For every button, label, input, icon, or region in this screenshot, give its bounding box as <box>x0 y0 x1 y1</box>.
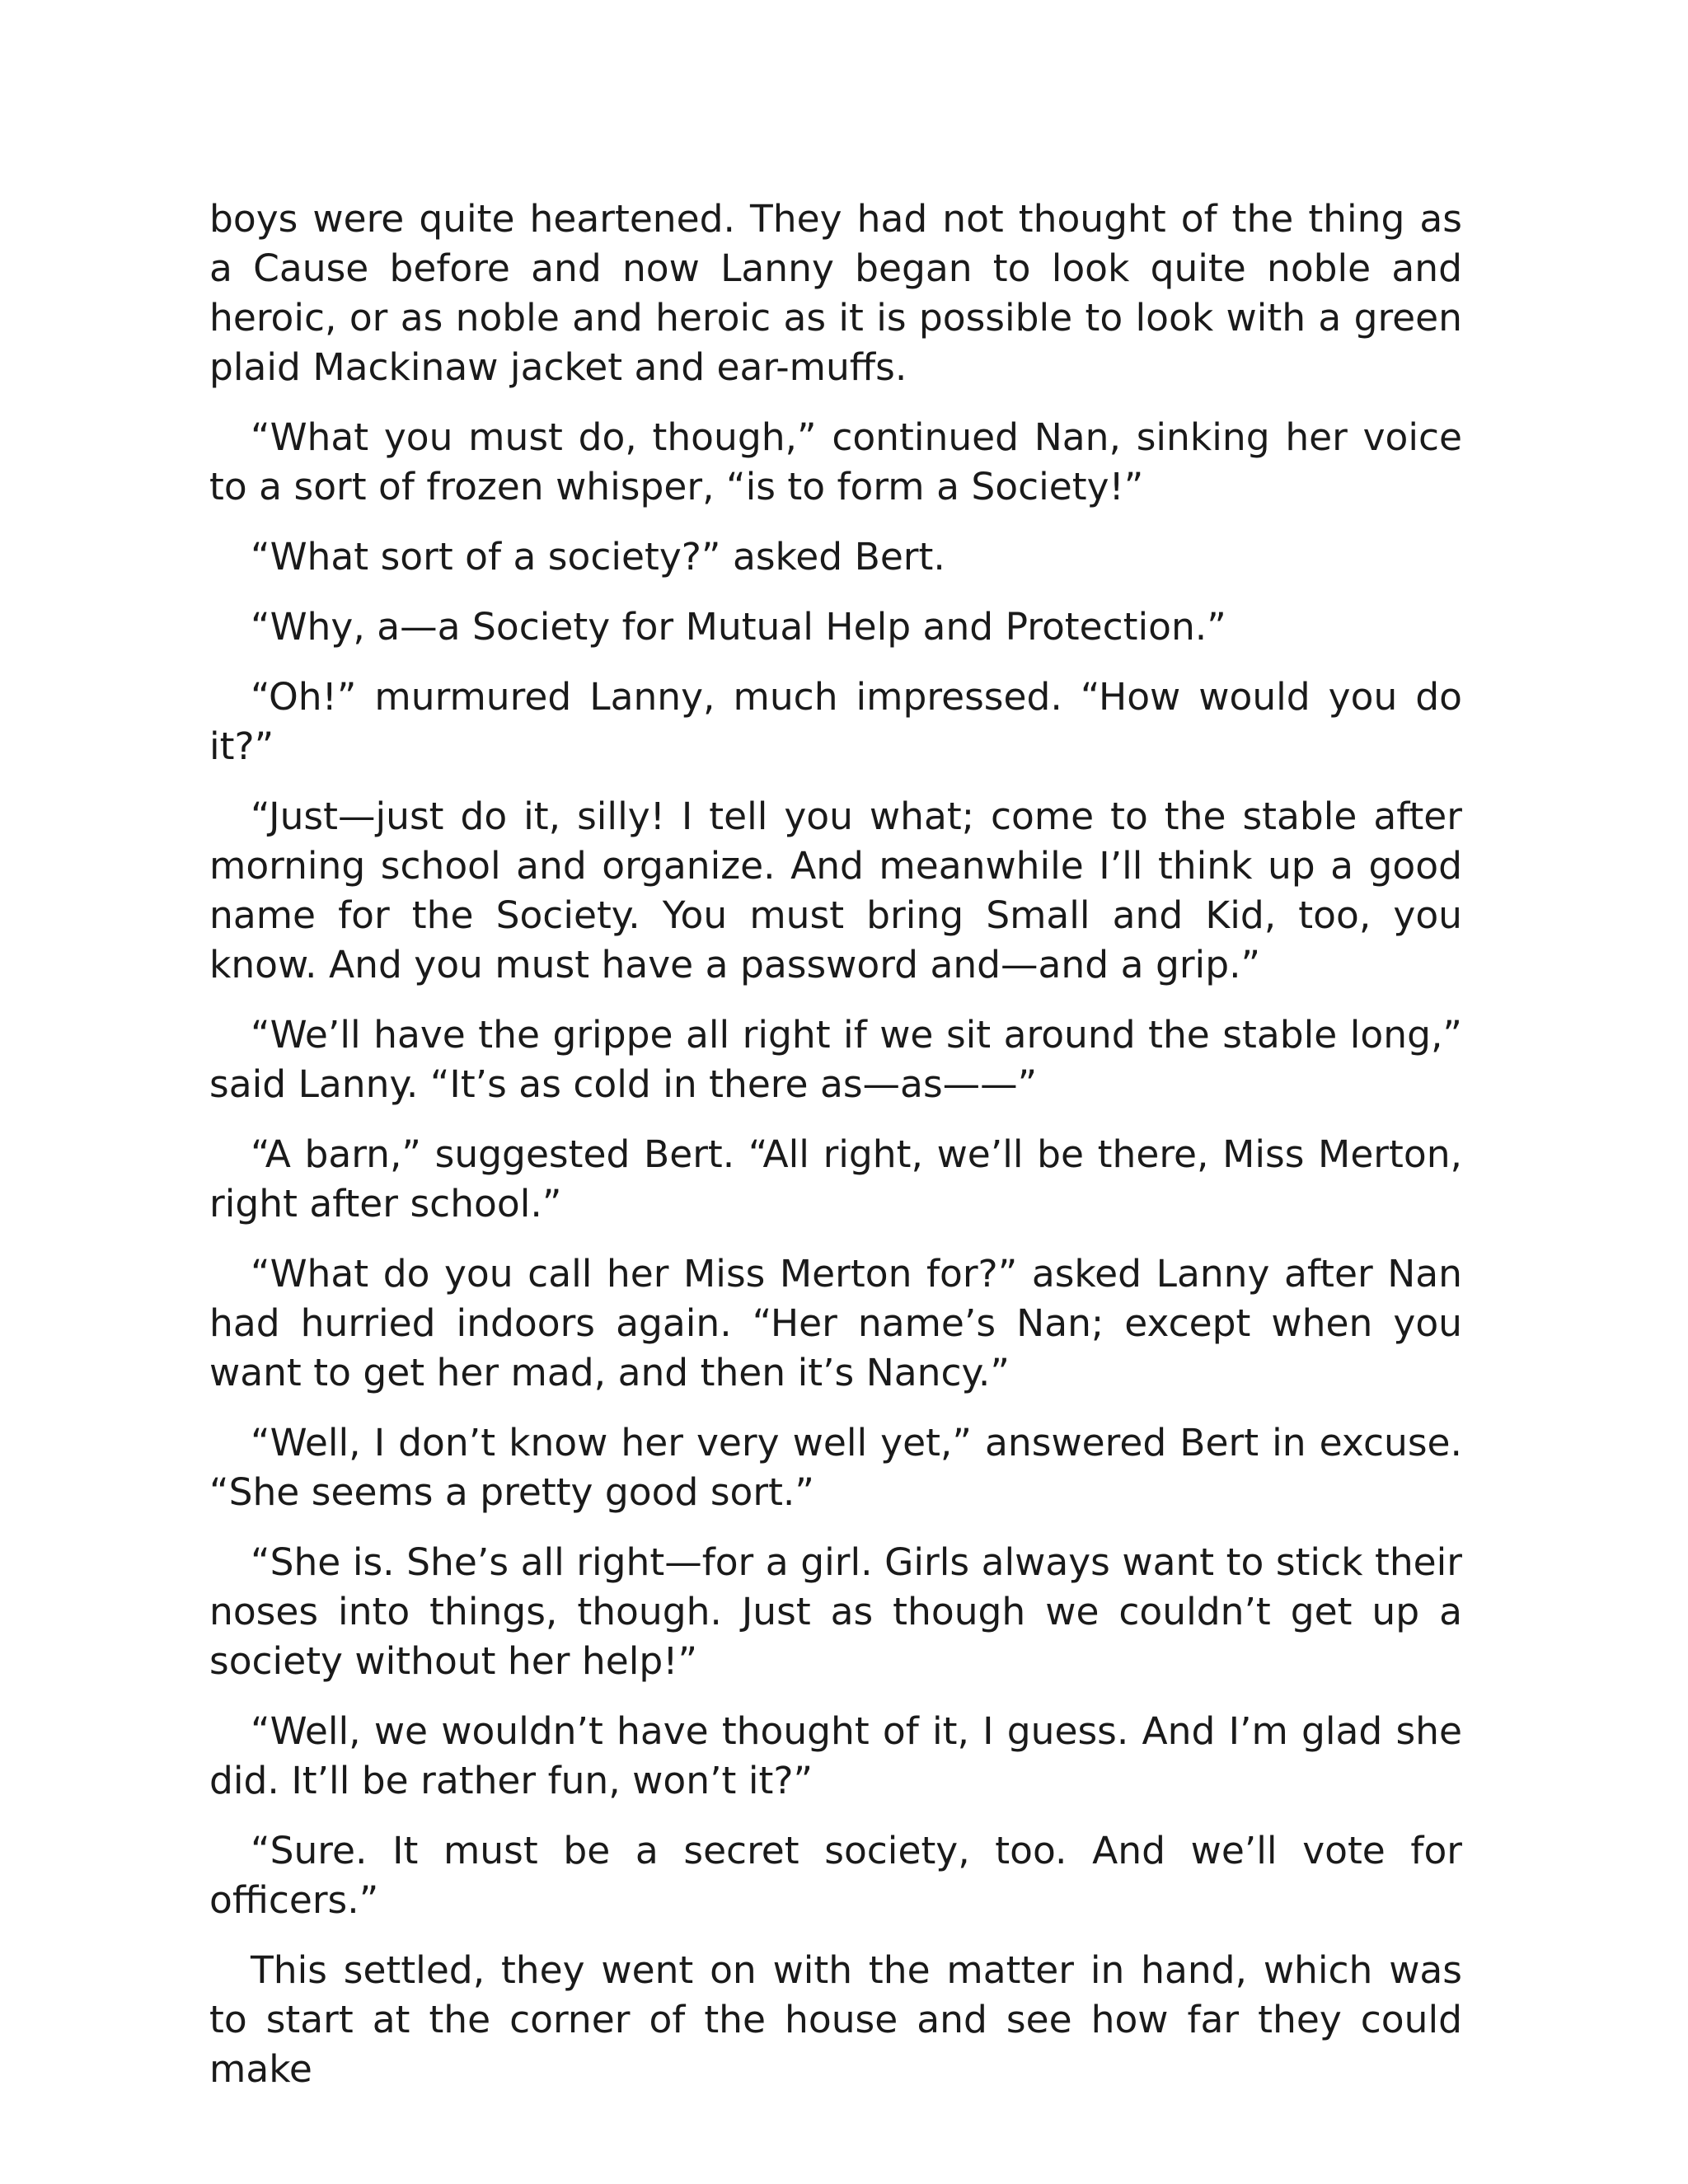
paragraph-9: “What do you call her Miss Merton for?” asked Lanny after Nan had hurried indoors again. “Her name’s Nan; except when you want to get her mad, and then it’s Nancy.” <box>209 1252 1462 1394</box>
book-page <box>209 194 1462 2115</box>
paragraph-7: “We’ll have the grippe all right if we sit around the stable long,” said Lanny. “It’s as cold in there as—as——” <box>209 1013 1462 1106</box>
paragraph-13: “Sure. It must be a secret society, too. And we’ll vote for officers.” <box>209 1829 1462 1922</box>
paragraph-4: “Why, a—a Society for Mutual Help and Protection.” <box>251 605 1226 649</box>
paragraph-3: “What sort of a society?” asked Bert. <box>251 535 945 579</box>
paragraph-11: “She is. She’s all right—for a girl. Girls always want to stick their noses into things, though. Just as though we couldn’t get up a society without her help!” <box>209 1540 1462 1683</box>
paragraph-5: “Oh!” murmured Lanny, much impressed. “How would you do it?” <box>209 675 1462 768</box>
paragraph-1: boys were quite heartened. They had not thought of the thing as a Cause before and now Lanny began to look quite noble and heroic, or as noble and heroic as it is possible to look with a green plaid Mackinaw jacket and ear-muffs. <box>209 197 1462 389</box>
paragraph-6: “Just—just do it, silly! I tell you what; come to the stable after morning school and organize. And meanwhile I’ll think up a good name for the Society. You must bring Small and Kid, too, you know. And you must have a password and—and a grip.” <box>209 794 1462 987</box>
paragraph-10: “Well, I don’t know her very well yet,” answered Bert in excuse. “She seems a pretty good sort.” <box>209 1421 1462 1514</box>
paragraph-2: “What you must do, though,” continued Nan, sinking her voice to a sort of frozen whisper, “is to form a Society!” <box>209 415 1462 509</box>
paragraph-14: This settled, they went on with the matter in hand, which was to start at the corner of the house and see how far they could make <box>209 1948 1462 2091</box>
paragraph-12: “Well, we wouldn’t have thought of it, I guess. And I’m glad she did. It’ll be rather fun, won’t it?” <box>209 1709 1462 1802</box>
paragraph-8: “A barn,” suggested Bert. “All right, we’ll be there, Miss Merton, right after school.” <box>209 1132 1462 1226</box>
